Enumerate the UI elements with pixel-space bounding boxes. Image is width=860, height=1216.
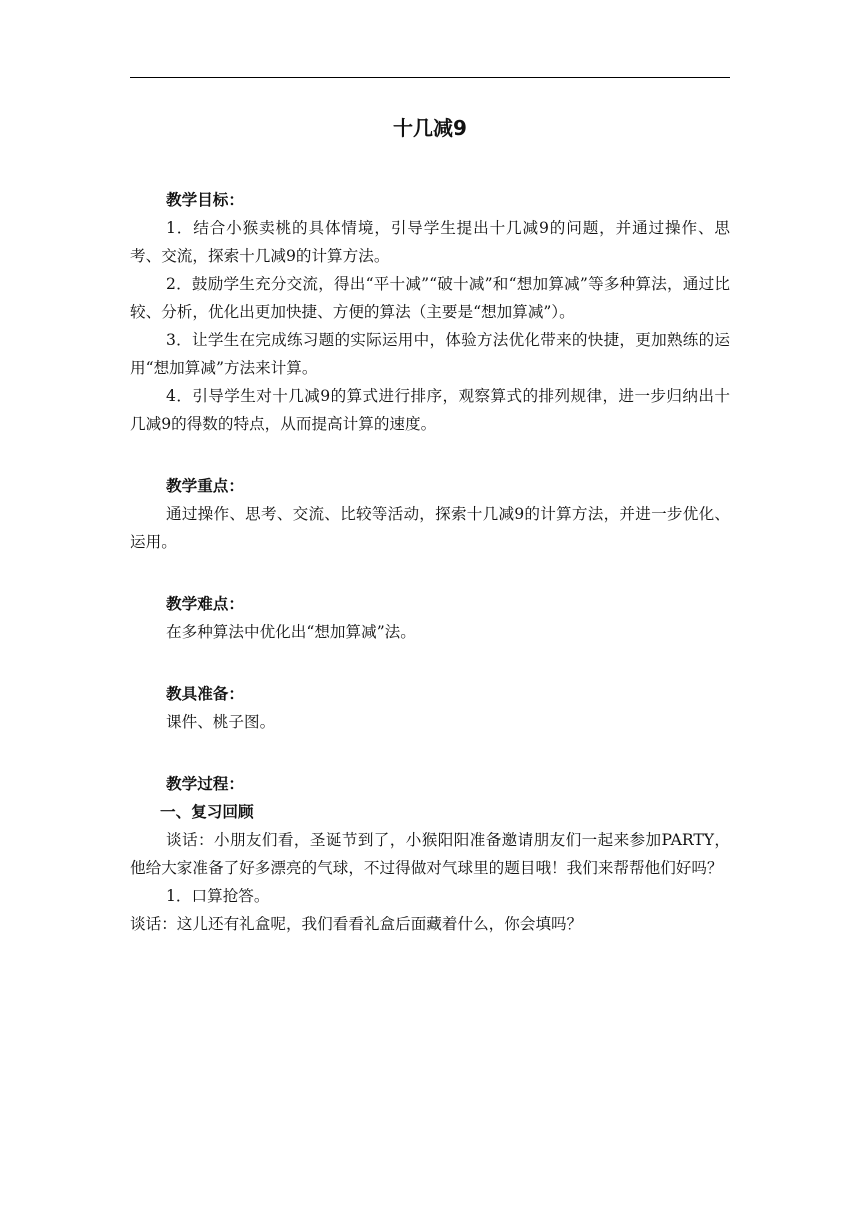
difficulties-text: 在多种算法中优化出“想加算减”法。 [166,623,416,641]
document-body [130,186,730,938]
spacer [130,646,730,674]
step-1: 1．口算抢答。 [166,887,270,905]
materials-text: 课件、桃子图。 [166,713,276,731]
spacer [130,736,730,764]
difficulties-heading: 教学难点： [166,595,244,613]
dialogue-paragraph-2: 谈话：这儿还有礼盒呢，我们看看礼盒后面藏着什么，你会填吗？ [130,915,583,933]
header-rule [130,77,730,78]
key-points-heading: 教学重点： [166,477,244,495]
objective-item-3: 3．让学生在完成练习题的实际运用中，体验方法优化带来的快捷，更加熟练的运用“想加算减”方法来计算。 [130,331,730,377]
key-points-text: 通过操作、思考、交流、比较等活动，探索十几减9的计算方法，并进一步优化、运用。 [130,505,730,551]
objective-item-4: 4．引导学生对十几减9的算式进行排序，观察算式的排列规律，进一步归纳出十几减9的得数的特点，从而提高计算的速度。 [130,387,730,433]
objectives-heading: 教学目标： [166,191,244,209]
document-title: 十几减9 [393,116,467,140]
objective-item-2: 2．鼓励学生充分交流，得出“平十减”“破十减”和“想加算减”等多种算法，通过比较、分析，优化出更加快捷、方便的算法（主要是“想加算减”）。 [130,275,730,321]
spacer [130,556,730,584]
section-1-heading: 一、复习回顾 [160,803,254,821]
process-heading: 教学过程： [166,775,244,793]
spacer [130,438,730,466]
objective-item-1: 1．结合小猴卖桃的具体情境，引导学生提出十几减9的问题，并通过操作、思考、交流，探索十几减9的计算方法。 [130,219,730,265]
materials-heading: 教具准备： [166,685,244,703]
dialogue-paragraph: 谈话：小朋友们看，圣诞节到了，小猴阳阳准备邀请朋友们一起来参加PARTY，他给大家准备了好多漂亮的气球，不过得做对气球里的题目哦！我们来帮帮他们好吗？ [130,831,730,877]
